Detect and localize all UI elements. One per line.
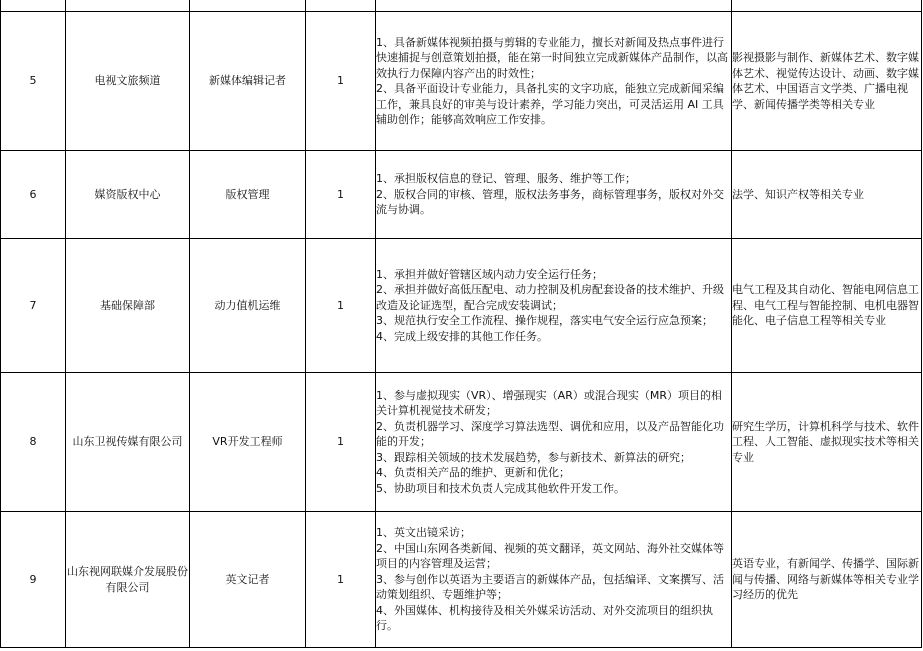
row-number: 9 bbox=[1, 512, 66, 648]
cell-fragment bbox=[66, 0, 190, 12]
duty-item: 4、完成上级安排的其他工作任务。 bbox=[376, 329, 548, 343]
row-number: 7 bbox=[1, 239, 66, 373]
duty-item: 2、中国山东网各类新闻、视频的英文翻译，英文网站、海外社交媒体等项目的内容管理及运营； bbox=[376, 541, 724, 571]
cell-fragment bbox=[1, 0, 66, 12]
position-cell: VR开发工程师 bbox=[190, 373, 306, 512]
table-row-top-fragment bbox=[1, 0, 922, 12]
duty-item: 3、参与创作以英语为主要语言的新媒体产品，包括编译、文案撰写、活动策划组织、专题维护等； bbox=[376, 572, 724, 602]
department-cell: 山东视网联媒介发展股份有限公司 bbox=[66, 512, 190, 648]
headcount-cell: 1 bbox=[306, 239, 376, 373]
cell-fragment bbox=[306, 0, 376, 12]
duty-item: 1、具备新媒体视频拍摄与剪辑的专业能力，擅长对新闻及热点事件进行快速捕捉与创意策划拍摄，能在第一时间独立完成新媒体产品制作，以高效执行力保障内容产出的时效性； bbox=[376, 35, 728, 80]
requirements-cell: 英语专业，有新闻学、传播学、国际新闻与传播、网络与新媒体等相关专业学习经历的优先 bbox=[732, 512, 922, 648]
duty-item: 2、负责机器学习、深度学习算法选型、调优和应用，以及产品智能化功能的开发； bbox=[376, 419, 724, 449]
duty-item: 1、承担版权信息的登记、管理、服务、维护等工作； bbox=[376, 172, 636, 186]
requirements-cell: 影视摄影与制作、新媒体艺术、数字媒体艺术、视觉传达设计、动画、数字媒体艺术、中国语言文学类、广播电视学、新闻传播学类等相关专业 bbox=[732, 12, 922, 151]
duty-item: 5、协助项目和技术负责人完成其他软件开发工作。 bbox=[376, 481, 625, 495]
duty-item: 1、参与虚拟现实（VR）、增强现实（AR）或混合现实（MR）项目的相关计算机视觉技术研发； bbox=[376, 388, 722, 418]
headcount-cell: 1 bbox=[306, 373, 376, 512]
duty-item: 2、版权合同的审核、管理，版权法务事务，商标管理事务，版权对外交流与协调。 bbox=[376, 187, 724, 217]
position-cell: 版权管理 bbox=[190, 151, 306, 239]
table-row bbox=[1, 512, 922, 648]
headcount-cell: 1 bbox=[306, 512, 376, 648]
duty-item: 3、跟踪相关领域的技术发展趋势，参与新技术、新算法的研究； bbox=[376, 450, 691, 464]
requirements-cell: 研究生学历，计算机科学与技术、软件工程、人工智能、虚拟现实技术等相关专业 bbox=[732, 373, 922, 512]
table-row bbox=[1, 373, 922, 512]
cell-fragment bbox=[376, 0, 732, 12]
position-cell: 动力值机运维 bbox=[190, 239, 306, 373]
row-number: 6 bbox=[1, 151, 66, 239]
requirements-cell: 法学、知识产权等相关专业 bbox=[732, 151, 922, 239]
duty-item: 2、承担并做好高低压配电、动力控制及机房配套设备的技术维护、升级改造及论证选型，配合完成安装调试； bbox=[376, 283, 724, 312]
department-cell: 媒资版权中心 bbox=[66, 151, 190, 239]
department-cell: 基础保障部 bbox=[66, 239, 190, 373]
duty-item: 4、外国媒体、机构接待及相关外媒采访活动、对外交流项目的组织执行。 bbox=[376, 603, 713, 633]
duty-item: 4、负责相关产品的维护、更新和优化； bbox=[376, 466, 570, 480]
requirements-cell: 电气工程及其自动化、智能电网信息工程、电气工程与智能控制、电机电器智能化、电子信息工程等相关专业 bbox=[732, 239, 922, 373]
headcount-cell: 1 bbox=[306, 12, 376, 151]
table-row bbox=[1, 239, 922, 373]
row-number: 5 bbox=[1, 12, 66, 151]
duties-cell bbox=[376, 239, 732, 373]
duties-cell bbox=[376, 373, 732, 512]
position-cell: 英文记者 bbox=[190, 512, 306, 648]
duty-item: 1、承担并做好管辖区域内动力安全运行任务； bbox=[376, 267, 603, 281]
duty-item: 2、具备平面设计专业能力，具备扎实的文字功底，能独立完成新闻采编工作，兼具良好的审美与设计素养，学习能力突出，可灵活运用 AI 工具辅助创作；能够高效响应工作安排。 bbox=[376, 82, 724, 126]
duty-item: 3、规范执行安全工作流程、操作规程，落实电气安全运行应急预案； bbox=[376, 314, 713, 328]
department-cell: 电视文旅频道 bbox=[66, 12, 190, 151]
cell-fragment bbox=[190, 0, 306, 12]
department-cell: 山东卫视传媒有限公司 bbox=[66, 373, 190, 512]
headcount-cell: 1 bbox=[306, 151, 376, 239]
position-cell: 新媒体编辑记者 bbox=[190, 12, 306, 151]
duties-cell bbox=[376, 512, 732, 648]
cell-fragment bbox=[732, 0, 922, 12]
duties-cell bbox=[376, 151, 732, 239]
duty-item: 1、英文出镜采访； bbox=[376, 526, 471, 540]
row-number: 8 bbox=[1, 373, 66, 512]
duties-cell bbox=[376, 12, 732, 151]
table-row bbox=[1, 151, 922, 239]
table-row bbox=[1, 12, 922, 151]
